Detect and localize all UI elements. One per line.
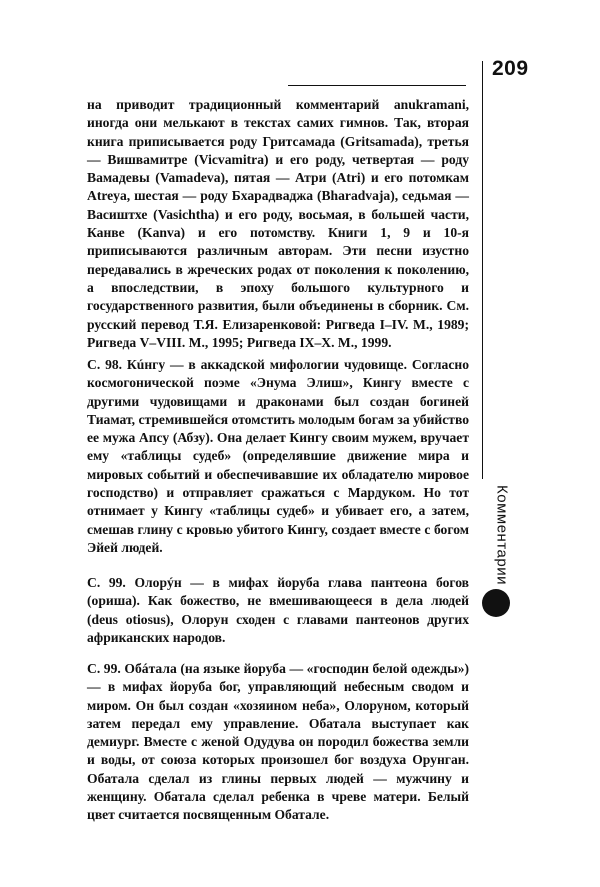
paragraph-lead: С. 99.: [87, 661, 121, 676]
section-tab: [488, 480, 516, 590]
paragraph-body: на приводит традиционный комментарий anukramani, иногда они мелькают в текстах самих гимнов. Так, вторая книга приписывается роду Гритсамада (Gritsamada), третья — Вишвамитре (Vicvamitra) и его роду, четвертая — роду Вамадевы (Vamadeva), пятая — Атри (Atri) и его потомкам Atreya, шестая — роду Бхарадваджа (Bharadvaja), седьмая — Васиштхе (Vasichtha) и его роду, восьмая, в большей части, Канве (Kanva) и его потомству. Книги 1, 9 и 10-я приписываются различным авторам. Эти песни изустно передавались в жреческих родах от поколения к поколению, а впоследствии, в эпоху большого культурного и государственного развития, были объединены в сборник. См. русский перевод Т.Я. Елизаренковой: Ригведа I–IV. М., 1989; Ригведа V–VIII. М., 1995; Ригведа IX–X. М., 1999.: [87, 97, 469, 350]
paragraph-body: Обáтала (на языке йоруба — «господин белой одежды») — в мифах йоруба бог, управляющий небесным сводом и миром. Он был создан «хозяином неба», Олоруном, который затем передал ему управление. Обатала выступает как демиург. Вместе с женой Одудува он породил божества земли и воды, от союза которых произошел бог воздуха Орунган. Обатала сделал из глины первых людей — мужчину и женщину. Обатала сделал ребенка в чреве матери. Белый цвет считается посвященным Обатале.: [87, 661, 470, 823]
paragraph-body: Кúнгу — в аккадской мифологии чудовище. Согласно космогонической поэме «Энума Элиш», Кингу вместе с другими чудовищами и драконами был создан богиней Тиамат, стремившейся отомстить молодым богам за убийство ее мужа Апсу (Абзу). Она делает Кингу своим мужем, вручает ему «таблицы судеб» (определявшие движение мира и мировых событий и обеспечивавшие их обладателю мировое господство) и отправляет сражаться с Мардуком. Но тот отнимает у Кингу «таблицы судеб» и убивает его, а затем, смешав глину с кровью убитого Кингу, создает вместе с богом Эйей людей.: [87, 357, 469, 555]
header-rule: [288, 85, 466, 86]
paragraph-lead: С. 99.: [87, 575, 126, 590]
paragraph-olorun: [87, 574, 469, 647]
page-number: 209: [492, 57, 529, 80]
thumb-marker-icon: [482, 589, 510, 617]
paragraph-lead: С. 98.: [87, 357, 123, 372]
margin-rule: [482, 61, 483, 479]
paragraph-rigveda-authors: [87, 96, 469, 352]
paragraph-obatala: [87, 660, 469, 825]
paragraph-body: Олорýн — в мифах йоруба глава пантеона богов (ориша). Как божество, не вмешивающееся в дела людей (deus otiosus), Олорун сходен с главами пантеонов других африканских народов.: [87, 575, 470, 645]
paragraph-kingu: [87, 356, 469, 557]
section-tab-label: Комментарии: [493, 485, 511, 585]
